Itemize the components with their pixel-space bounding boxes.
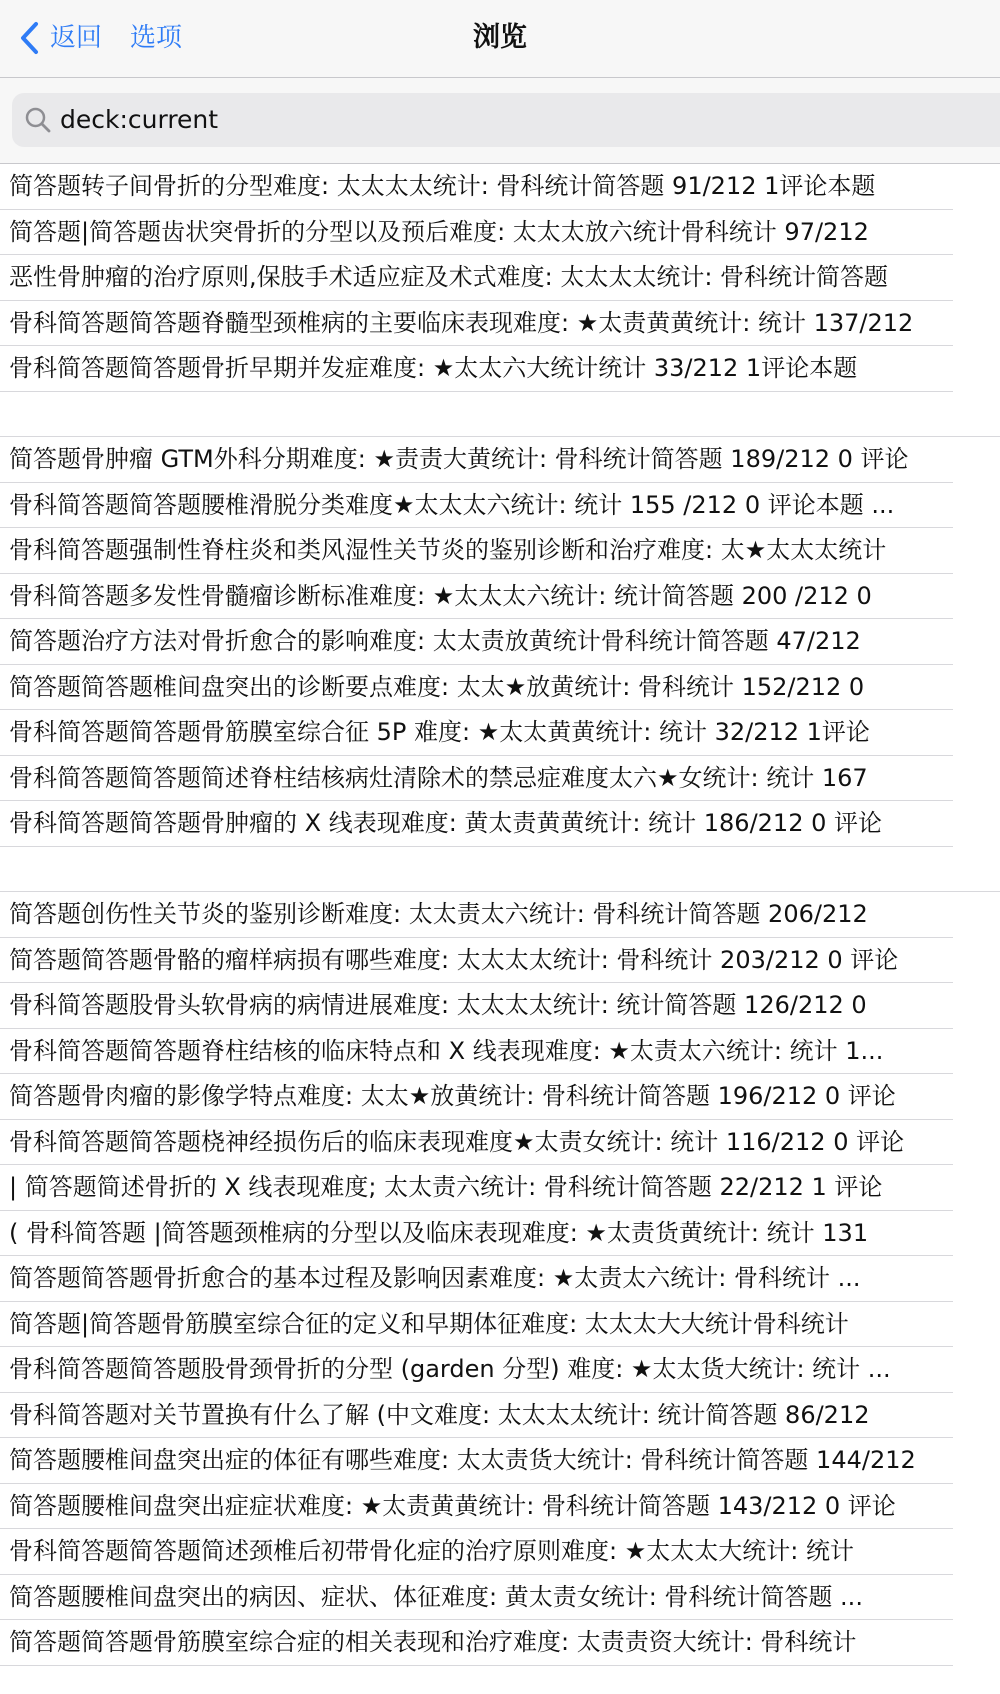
list-item[interactable]: 简答题创伤性关节炎的鉴别诊断难度: 太太责太六统计: 骨科统计简答题 206/212 [0,892,953,938]
list-item[interactable]: 简答题腰椎间盘突出症症状难度: ★太责黄黄统计: 骨科统计简答题 143/212 0 评论 [0,1484,953,1530]
list-item[interactable]: 骨科简答题简答题骨筋膜室综合征 5P 难度: ★太太黄黄统计: 统计 32/212 1评论 [0,710,953,756]
page-title: 浏览 [473,22,527,53]
list-item[interactable]: 骨科简答题简答题桡神经损伤后的临床表现难度★太责女统计: 统计 116/212 0 评论 [0,1120,953,1166]
list-item[interactable]: 骨科简答题强制性脊柱炎和类风湿性关节炎的鉴别诊断和治疗难度: 太★太太太统计 [0,528,953,574]
list-item[interactable]: 简答题腰椎间盘突出的病因、症状、体征难度: 黄太责女统计: 骨科统计简答题 ... [0,1575,953,1621]
list-item[interactable] [0,847,1000,893]
list-item[interactable]: ( 骨科简答题 |简答题颈椎病的分型以及临床表现难度: ★太责货黄统计: 统计 131 [0,1211,953,1257]
list-item[interactable] [0,392,1000,438]
list-item[interactable]: 简答题|简答题骨筋膜室综合征的定义和早期体征难度: 太太太大大统计骨科统计 [0,1302,953,1348]
navigation-bar [0,0,1000,78]
list-item[interactable]: 骨科简答题简答题脊髓型颈椎病的主要临床表现难度: ★太责黄黄统计: 统计 137/212 [0,301,953,347]
list-item[interactable]: 骨科简答题简答题脊柱结核的临床特点和 X 线表现难度: ★太责太六统计: 统计 1... [0,1029,953,1075]
list-item[interactable]: 简答题骨肉瘤的影像学特点难度: 太太★放黄统计: 骨科统计简答题 196/212 0 评论 [0,1074,953,1120]
list-item[interactable]: 简答题转子间骨折的分型难度: 太太太太统计: 骨科统计简答题 91/212 1评论本题 [0,164,953,210]
list-item[interactable]: 简答题简答题骨折愈合的基本过程及影响因素难度: ★太责太六统计: 骨科统计 ... [0,1256,953,1302]
list-item[interactable]: 骨科简答题简答题简述颈椎后初带骨化症的治疗原则难度: ★太太太大统计: 统计 [0,1529,953,1575]
options-button[interactable]: 选项 [130,23,183,53]
list-item[interactable]: 简答题骨肿瘤 GTM外科分期难度: ★责责大黄统计: 骨科统计简答题 189/212 0 评论 [0,437,953,483]
search-icon [24,106,52,134]
list-item[interactable]: 骨科简答题简答题股骨颈骨折的分型 (garden 分型) 难度: ★太太货大统计: 统计 ... [0,1347,953,1393]
list-item[interactable]: 简答题治疗方法对骨折愈合的影响难度: 太太责放黄统计骨科统计简答题 47/212 [0,619,953,665]
list-item[interactable]: 简答题|简答题齿状突骨折的分型以及预后难度: 太太太放六统计骨科统计 97/212 [0,210,953,256]
list-item[interactable]: 简答题腰椎间盘突出症的体征有哪些难度: 太太责货大统计: 骨科统计简答题 144/212 [0,1438,953,1484]
list-item[interactable]: 简答题简答题骨骼的瘤样病损有哪些难度: 太太太太统计: 骨科统计 203/212 0 评论 [0,938,953,984]
list-item[interactable]: 骨科简答题股骨头软骨病的病情进展难度: 太太太太统计: 统计简答题 126/212 0 [0,983,953,1029]
list-item[interactable]: 简答题简答题椎间盘突出的诊断要点难度: 太太★放黄统计: 骨科统计 152/212 0 [0,665,953,711]
search-input[interactable]: deck:current [60,105,219,134]
list-item[interactable]: 简答题简答题骨筋膜室综合症的相关表现和治疗难度: 太责责资大统计: 骨科统计 [0,1620,953,1666]
list-item[interactable]: 骨科简答题简答题骨肿瘤的 X 线表现难度: 黄太责黄黄统计: 统计 186/212 0 评论 [0,801,953,847]
search-field[interactable] [12,93,1000,147]
card-list [0,164,1000,1666]
list-item[interactable]: 骨科简答题简答题简述脊柱结核病灶清除术的禁忌症难度太六★女统计: 统计 167 [0,756,953,802]
list-item[interactable]: 骨科简答题多发性骨髓瘤诊断标准难度: ★太太太六统计: 统计简答题 200 /212 0 [0,574,953,620]
list-item[interactable]: 骨科简答题对关节置换有什么了解 (中文难度: 太太太太统计: 统计简答题 86/212 [0,1393,953,1439]
search-bar-container [0,78,1000,164]
list-item[interactable]: 骨科简答题简答题骨折早期并发症难度: ★太太六大统计统计 33/212 1评论本题 [0,346,953,392]
list-item[interactable]: 恶性骨肿瘤的治疗原则,保肢手术适应症及术式难度: 太太太太统计: 骨科统计简答题 [0,255,953,301]
list-item[interactable]: | 简答题简述骨折的 X 线表现难度; 太太责六统计: 骨科统计简答题 22/212 1 评论 [0,1165,953,1211]
list-item[interactable]: 骨科简答题简答题腰椎滑脱分类难度★太太太六统计: 统计 155 /212 0 评论本题 ... [0,483,953,529]
back-label: 返回 [50,23,103,53]
